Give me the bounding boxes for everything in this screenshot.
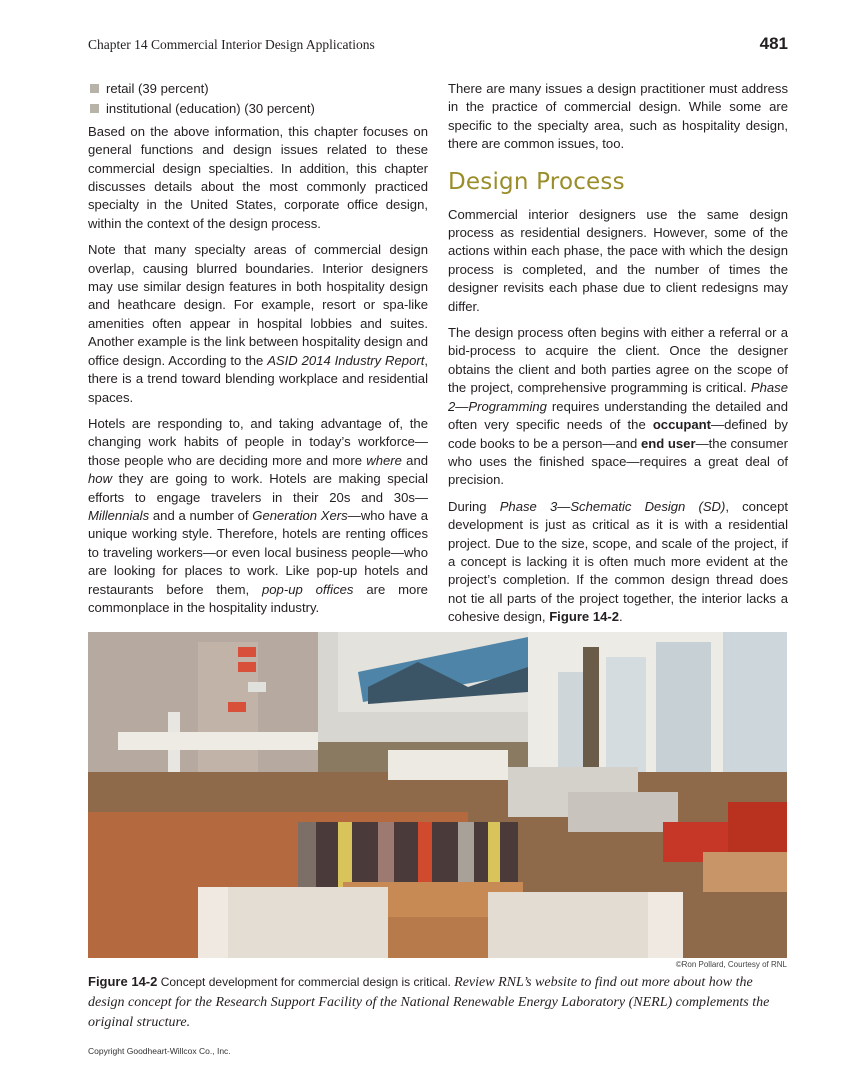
paragraph: Hotels are responding to, and taking advantage of, the changing work habits of people in today’s workforce—those people who are deciding more and more where and how they are going to work. Hotels are making special efforts to engage travelers in their 20s and 30s—Millennials and a number of Generation Xers—who have a unique working style. Therefore, hotels are renting offices to traveling workers—or even local business people—who are looking for places to work. Like pop-up hotels and restaurants before them, pop-up offices are more commonplace in the hospitality industry. xyxy=(88,415,429,615)
bullet-list xyxy=(88,80,428,119)
paragraph: During Phase 3—Schematic Design (SD), concept development is just as critical as it is with a residential project. Due to the size, scope, and scale of the project, if a concept is lacking it is often much more evident at the project’s completion. If the common design thread does not tie all parts of the project together, the interior lacks a cohesive design, Figure 14-2. xyxy=(448,498,788,625)
photo-credit: ©Ron Pollard, Courtesy of RNL xyxy=(675,960,787,969)
paragraph: Based on the above information, this chapter focuses on general functions and design issues related to these commercial design specialties. In addition, this chapter discusses details about the most commonly practiced specialty in the United States, corporate office design, within the context of the design process. xyxy=(88,123,428,231)
figure-reference: Figure 14-2 xyxy=(549,609,620,625)
interior-photo xyxy=(88,632,787,958)
paragraph: Note that many specialty areas of commercial design overlap, causing blurred boundaries. Interior designers may use similar design features in both hospitality design and heathcare design. For example, resort or spa-like amenities often appear in hospital lobbies and suites. Another example is the link between hospitality design and office design. According to the ASID 2014 Industry Report, there is a trend toward blending workplace and residential spaces. xyxy=(88,242,428,405)
list-item: institutional (education) (30 percent) xyxy=(88,100,428,118)
page-number: 481 xyxy=(759,34,788,53)
right-column xyxy=(448,80,788,635)
list-item: retail (39 percent) xyxy=(88,80,428,98)
paragraph: The design process often begins with either a referral or a bid-process to acquire the client. Once the designer obtains the client and both parties agree on the scope of the project, comprehensive programming is critical. Phase 2—Programming requires understanding the detailed and often very specific needs of the occupant—defined by code books to be a person—and end user—the consumer who uses the finished space—requires a great deal of precision. xyxy=(448,325,788,488)
left-column xyxy=(88,80,428,625)
figure-label: Figure 14-2 xyxy=(88,974,158,989)
figure-caption: Figure 14-2 Concept development for commercial design is critical. Review RNL’s website to find out more about how the design concept for the Research Support Facility of the National Renewable Energy Laboratory (NERL) complements the original structure. xyxy=(88,974,770,1030)
term-end-user: end user xyxy=(640,435,696,451)
report-title: ASID 2014 Industry Report xyxy=(267,352,425,368)
paragraph: Commercial interior designers use the same design process as residential designers. However, some of the actions within each phase, the pace with which the design process is completed, and the number of times the designer revisits each phase due to client redesigns may differ. xyxy=(448,206,788,314)
section-heading: Design Process xyxy=(448,168,625,195)
copyright-footer: Copyright Goodheart-Willcox Co., Inc. xyxy=(88,1046,231,1056)
page-header xyxy=(88,33,788,55)
term-occupant: occupant xyxy=(652,417,712,433)
paragraph: There are many issues a design practitioner must address in the practice of commercial design. While some are specific to the specialty area, such as hospitality design, there are common issues, too. xyxy=(448,81,788,152)
running-head: Chapter 14 Commercial Interior Design Applications xyxy=(88,37,375,52)
